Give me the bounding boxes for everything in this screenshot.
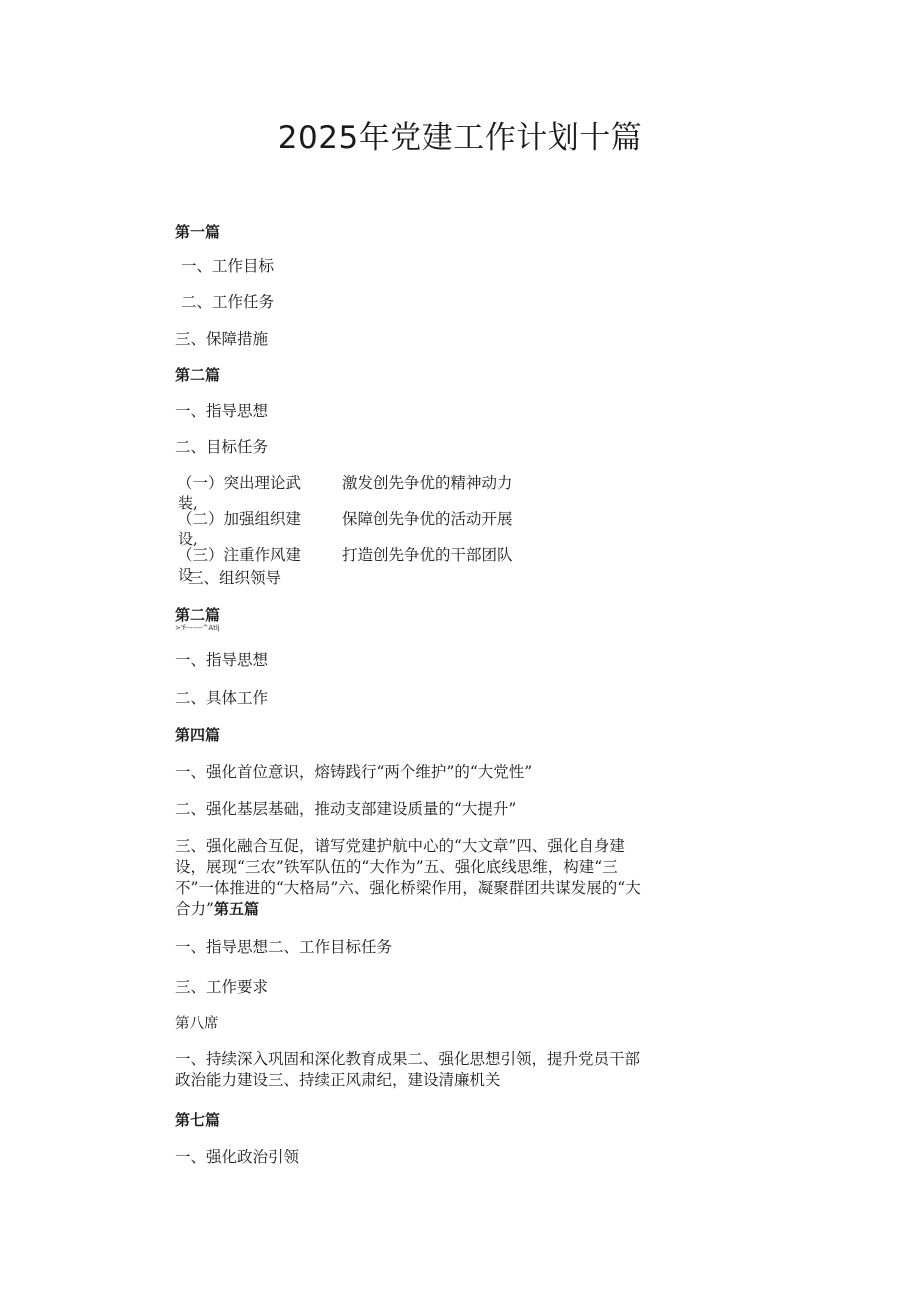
list-item: 一、指导思想 [175,651,269,669]
list-item: 一、工作目标 [181,257,275,275]
list-item: 二、工作任务 [181,293,275,311]
list-item: 三、工作要求 [175,978,269,996]
scan-artifact-text: >'f-------^Atlj [175,624,220,632]
section-heading-7: 第七篇 [175,1111,221,1129]
paragraph: 一、持续深入巩固和深化教育成果二、强化思想引领，提升党员干部政治能力建设三、持续正风肃纪，建设清廉机关 [175,1050,641,1089]
paragraph [175,836,650,920]
list-item: 二、目标任务 [175,438,269,456]
sub-item-right: 激发创先争优的精神动力 [342,474,513,492]
list-item: 一、强化首位意识，熔铸践行“两个维护”的“大党性” [175,763,533,781]
section-heading-6: 第八席 [175,1016,219,1032]
list-item: 一、强化政治引领 [175,1148,300,1166]
sub-item-left: （一）突出理论武 [177,474,302,492]
section-heading-3: 第二篇 [175,606,221,624]
sub-item-right: 打造创先争优的干部团队 [342,546,513,564]
list-item: 一、指导思想二、工作目标任务 [175,938,393,956]
sub-item-wrap: 设 [178,566,194,584]
list-item: 三、组织领导 [188,569,282,587]
list-item: 二、强化基层基础，推动支部建设质量的“大提升” [175,800,517,818]
list-item: 二、具体工作 [175,689,269,707]
section-heading-4: 第四篇 [175,726,221,744]
list-item: 三、保障措施 [175,330,269,348]
sub-item-left: （二）加强组织建 [177,510,302,528]
sub-item-wrap: 装, [178,494,198,512]
sub-item-left: （三）注重作风建 [177,546,302,564]
sub-item-wrap: 设, [178,530,198,548]
sub-item-right: 保障创先争优的活动开展 [342,510,513,528]
section-heading-2: 第二篇 [175,366,221,384]
section-heading-1: 第一篇 [175,223,221,241]
paragraph-text: 三、强化融合互促，谱写党建护航中心的“大文章”四、强化自身建设，展现“三农”铁军队伍的“大作为”五、强化底线思维，构建“三不”一体推进的“大格局”六、强化桥梁作用，凝聚群团共谋发展的“大合力” [175,837,641,918]
list-item: 一、指导思想 [175,402,269,420]
section-heading-5: 第五篇 [213,900,259,918]
document-title: 2025年党建工作计划十篇 [277,120,643,156]
